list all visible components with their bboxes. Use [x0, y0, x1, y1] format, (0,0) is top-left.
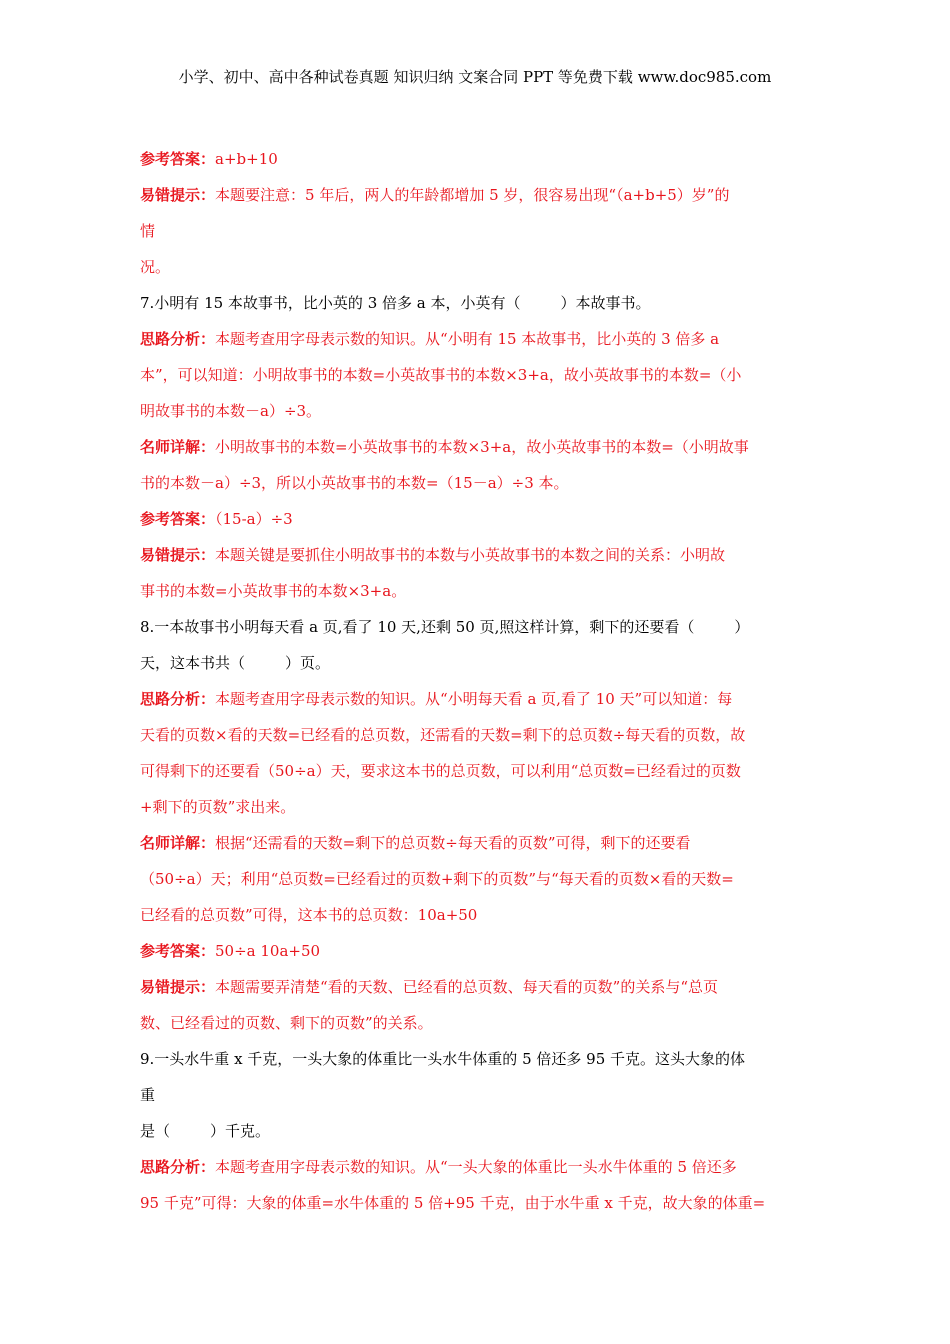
question-text-after-blank: ）本故事书。: [560, 294, 651, 312]
annotated-line: [140, 177, 812, 213]
explanation-line: 已经看的总页数”可得，这本书的总页数：10a+50: [140, 906, 478, 924]
question-line: 9.一头水牛重 x 千克，一头大象的体重比一头水牛体重的 5 倍还多 95 千克。这头大象的体: [140, 1050, 746, 1068]
annotated-line: [140, 825, 812, 861]
page-header: 小学、初中、高中各种试卷真题 知识归纳 文案合同 PPT 等免费下载 www.doc985.com: [178, 68, 772, 86]
annotated-line: [140, 681, 812, 717]
annotated-line: [140, 933, 812, 969]
line-label: 名师详解：: [140, 438, 216, 456]
line-text: 本题要注意：5 年后，两人的年龄都增加 5 岁，很容易出现“（a+b+5）岁”的: [215, 186, 730, 204]
annotated-line: [140, 537, 812, 573]
line-label: 易错提示：: [140, 186, 216, 204]
annotated-line: [140, 1149, 812, 1185]
question-line: [140, 285, 812, 321]
annotated-line: [140, 429, 812, 465]
annotated-line: [140, 969, 812, 1005]
line-text: 本题考查用字母表示数的知识。从“一头大象的体重比一头水牛体重的 5 倍还多: [215, 1158, 737, 1176]
question-line: 重: [140, 1086, 156, 1104]
question-line: [140, 609, 812, 645]
explanation-line: 事书的本数=小英故事书的本数×3+a。: [140, 582, 407, 600]
line-label: 参考答案：: [140, 150, 216, 168]
question-text-after-blank: ）: [734, 618, 750, 636]
line-label: 易错提示：: [140, 978, 216, 996]
explanation-line: 况。: [140, 258, 171, 276]
line-text: （15-a）÷3: [215, 510, 293, 528]
line-text: 50÷a 10a+50: [215, 942, 321, 960]
line-text: 本题考查用字母表示数的知识。从“小明有 15 本故事书，比小英的 3 倍多 a: [215, 330, 720, 348]
line-text: 根据“还需看的天数=剩下的总页数÷每天看的页数”可得，剩下的还要看: [215, 834, 691, 852]
annotated-line: [140, 141, 812, 177]
line-text: a+b+10: [215, 150, 278, 168]
line-text: 本题关键是要抓住小明故事书的本数与小英故事书的本数之间的关系：小明故: [215, 546, 726, 564]
line-label: 参考答案：: [140, 942, 216, 960]
question-text-before-blank: 8.一本故事书小明每天看 a 页,看了 10 天,还剩 50 页,照这样计算，剩下的还要看（: [140, 618, 695, 636]
explanation-line: 书的本数－a）÷3，所以小英故事书的本数=（15－a）÷3 本。: [140, 474, 569, 492]
line-text: 本题需要弄清楚“看的天数、已经看的总页数、每天看的页数”的关系与“总页: [215, 978, 719, 996]
line-label: 参考答案：: [140, 510, 216, 528]
annotated-line: [140, 321, 812, 357]
explanation-line: 可得剩下的还要看（50÷a）天，要求这本书的总页数，可以利用“总页数=已经看过的页数: [140, 762, 741, 780]
line-text: 小明故事书的本数=小英故事书的本数×3+a，故小英故事书的本数=（小明故事: [215, 438, 749, 456]
question-text-before-blank: 7.小明有 15 本故事书，比小英的 3 倍多 a 本，小英有（: [140, 294, 521, 312]
explanation-line: 95 千克”可得：大象的体重=水牛体重的 5 倍+95 千克，由于水牛重 x 千克，故大象的体重=: [140, 1194, 766, 1212]
question-text-after-blank: ）千克。: [210, 1122, 271, 1140]
document-body: [140, 141, 812, 1221]
line-label: 名师详解：: [140, 834, 216, 852]
explanation-line: （50÷a）天；利用“总页数=已经看过的页数+剩下的页数”与“每天看的页数×看的天数=: [140, 870, 734, 888]
line-label: 思路分析：: [140, 330, 216, 348]
line-label: 思路分析：: [140, 690, 216, 708]
explanation-line: 天看的页数×看的天数=已经看的总页数，还需看的天数=剩下的总页数÷每天看的页数，故: [140, 726, 746, 744]
line-text: 本题考查用字母表示数的知识。从“小明每天看 a 页,看了 10 天”可以知道：每: [215, 690, 733, 708]
question-text-before-blank: 天，这本书共（: [140, 654, 246, 672]
explanation-line: 本”，可以知道：小明故事书的本数=小英故事书的本数×3+a，故小英故事书的本数=（小: [140, 366, 742, 384]
question-text-before-blank: 是（: [140, 1122, 171, 1140]
explanation-line: +剩下的页数”求出来。: [140, 798, 296, 816]
line-label: 易错提示：: [140, 546, 216, 564]
question-text-after-blank: ）页。: [285, 654, 331, 672]
annotated-line: [140, 501, 812, 537]
question-line: [140, 645, 812, 681]
question-line: [140, 1113, 812, 1149]
explanation-line: 明故事书的本数－a）÷3。: [140, 402, 322, 420]
line-label: 思路分析：: [140, 1158, 216, 1176]
explanation-line: 情: [140, 222, 156, 240]
explanation-line: 数、已经看过的页数、剩下的页数”的关系。: [140, 1014, 433, 1032]
